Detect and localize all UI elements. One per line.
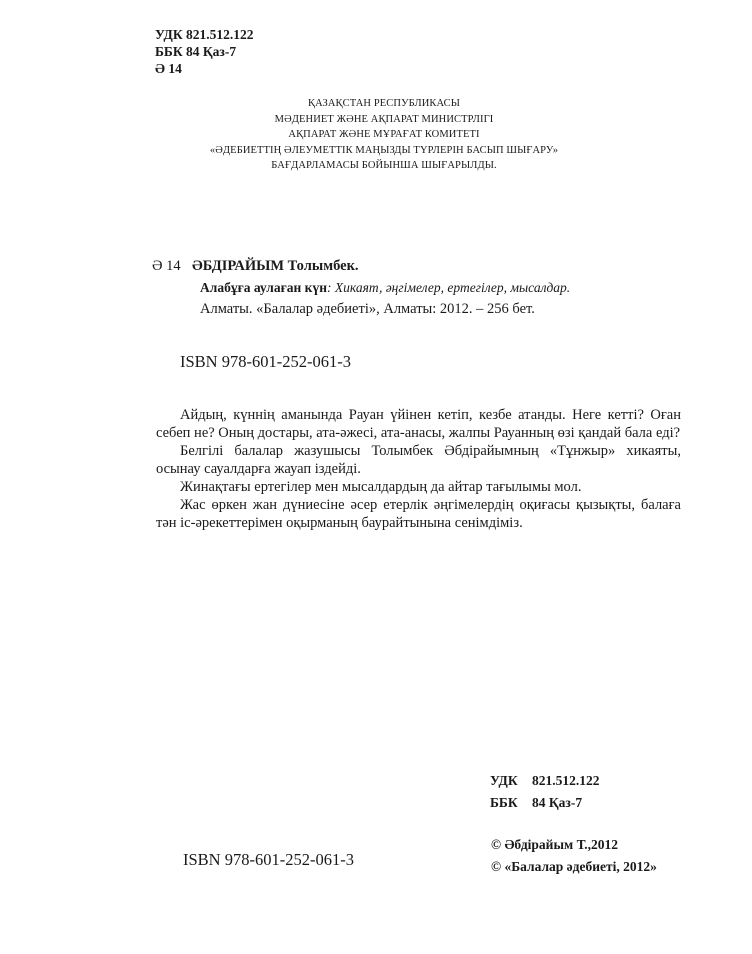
bottom-bbk-value: 84 Қаз-7 <box>532 795 583 810</box>
bib-title: Алабұға аулаған күн <box>200 280 327 295</box>
publisher-note-line: «ӘДЕБИЕТТІҢ ӘЛЕУМЕТТІК МАҢЫЗДЫ ТҮРЛЕРІН БАСЫП ШЫҒАРУ» <box>209 144 559 156</box>
publisher-note <box>150 96 618 174</box>
udk-code: УДК 821.512.122 <box>155 27 254 42</box>
copyright-author: © Әбдірайым Т.,2012 <box>491 837 618 852</box>
copyright-block <box>491 834 657 878</box>
publisher-note-line: МӘДЕНИЕТ ЖӘНЕ АҚПАРАТ МИНИСТРЛІГІ <box>274 113 494 125</box>
annotation-paragraph: Жас өркен жан дүниесіне әсер етерлік әңгімелердің оқиғасы қызықты, балаға тән іс-әрекеттерімен оқырманың баурайтынына сенімдіміз. <box>156 497 681 531</box>
bottom-udk-value: 821.512.122 <box>532 773 600 788</box>
bbk-code: ББК 84 Қаз-7 <box>155 44 237 59</box>
isbn-top: ISBN 978-601-252-061-3 <box>180 352 351 371</box>
bottom-bbk-label: ББК <box>490 795 518 810</box>
isbn-bottom: ISBN 978-601-252-061-3 <box>183 850 354 869</box>
annotation-paragraph: Жинақтағы ертегілер мен мысалдардың да айтар тағылымы мол. <box>180 479 582 495</box>
bib-subtitle: : Хикаят, әңгімелер, ертегілер, мысалдар. <box>326 280 571 295</box>
bibliographic-entry <box>152 256 672 320</box>
bib-code: Ә 14 <box>152 258 181 274</box>
bottom-classification <box>490 770 600 814</box>
bottom-udk-label: УДК <box>490 773 518 788</box>
bib-author: ӘБДІРАЙЫМ Толымбек. <box>192 258 359 274</box>
copyright-publisher: © «Балалар әдебиеті, 2012» <box>491 859 657 874</box>
annotation-paragraph: Айдың, күннің аманында Рауан үйінен кетіп, кезбе атанды. Неге кетті? Оған себеп не? Оның достары, ата-әжесі, ата-анасы, жалпы Рауанның өзі қандай бала еді? <box>156 407 681 441</box>
annotation-paragraph: Белгілі балалар жазушысы Толымбек Әбдірайымның «Тұнжыр» хикаяты, осынау сауалдарға жауап іздейді. <box>156 443 681 477</box>
author-mark: Ә 14 <box>155 61 182 76</box>
publisher-note-line: БАҒДАРЛАМАСЫ БОЙЫНША ШЫҒАРЫЛДЫ. <box>271 160 497 171</box>
publisher-note-line: ҚАЗАҚСТАН РЕСПУБЛИКАСЫ <box>307 98 461 109</box>
annotation <box>156 406 681 532</box>
bib-imprint: Алматы. «Балалар әдебиеті», Алматы: 2012. – 256 бет. <box>200 301 535 317</box>
publisher-note-line: АҚПАРАТ ЖӘНЕ МҰРАҒАТ КОМИТЕТІ <box>288 129 480 140</box>
classification-block <box>155 26 254 77</box>
